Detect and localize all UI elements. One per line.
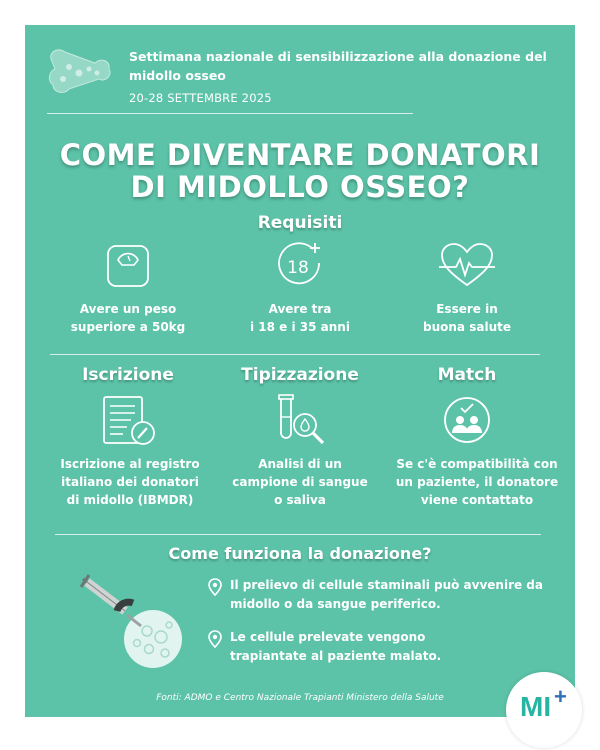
- donation-bullet-1: Il prelievo di cellule staminali può avvenire da midollo o da sangue periferico.: [208, 576, 553, 614]
- age-18-text: 18: [287, 258, 309, 278]
- bone-marrow-icon: [47, 45, 113, 95]
- people-match-icon: [442, 395, 492, 445]
- requisito-eta: Avere tra i 18 e i 35 anni: [250, 302, 350, 334]
- page-title-line-1: COME DIVENTARE DONATORI: [59, 138, 541, 172]
- donation-bullet-2: Le cellule prelevate vengono trapiantate al paziente malato.: [208, 628, 553, 666]
- tipizzazione-heading: Tipizzazione: [241, 365, 359, 385]
- page-title: [25, 139, 575, 203]
- iscrizione-heading: Iscrizione: [82, 365, 174, 385]
- age-18-plus-icon: [273, 239, 325, 291]
- sources-note: Fonti: ADMO e Centro Nazionale Trapianti Ministero della Salute: [156, 693, 444, 703]
- iscrizione-text: Iscrizione al registro italiano dei donatori di midollo (IBMDR): [60, 457, 200, 507]
- scale-icon: [105, 243, 151, 289]
- mi-logo-text: MI: [520, 691, 552, 722]
- requisiti-heading: Requisiti: [257, 213, 343, 233]
- plus-icon: +: [554, 684, 567, 709]
- tipizzazione-text: Analisi di un campione di sangue o saliva: [232, 457, 368, 507]
- header: [129, 47, 549, 105]
- test-tube-magnifier-icon: [273, 393, 329, 449]
- heart-pulse-icon: [438, 241, 496, 289]
- match-text: Se c'è compatibilità con un paziente, il donatore viene contattato: [395, 457, 559, 507]
- donazione-heading: Come funziona la donazione?: [168, 544, 432, 563]
- divider: [55, 534, 541, 535]
- divider: [50, 354, 540, 355]
- location-pin-icon: [208, 630, 222, 648]
- requisito-salute: Essere in buona salute: [423, 302, 511, 334]
- header-date: 20-28 SETTEMBRE 2025: [129, 91, 272, 105]
- location-pin-icon: [208, 578, 222, 596]
- divider: [47, 113, 413, 114]
- page-title-line-2: DI MIDOLLO OSSEO?: [130, 170, 470, 204]
- header-title: Settimana nazionale di sensibilizzazione alla donazione del midollo osseo: [129, 49, 547, 83]
- form-pen-icon: [101, 395, 157, 447]
- match-heading: Match: [437, 365, 497, 385]
- bone-marrow-syringe-icon: [77, 573, 187, 673]
- requisito-peso: Avere un peso superiore a 50kg: [70, 302, 186, 334]
- infographic-card: [25, 25, 575, 717]
- mi-logo: [506, 672, 582, 748]
